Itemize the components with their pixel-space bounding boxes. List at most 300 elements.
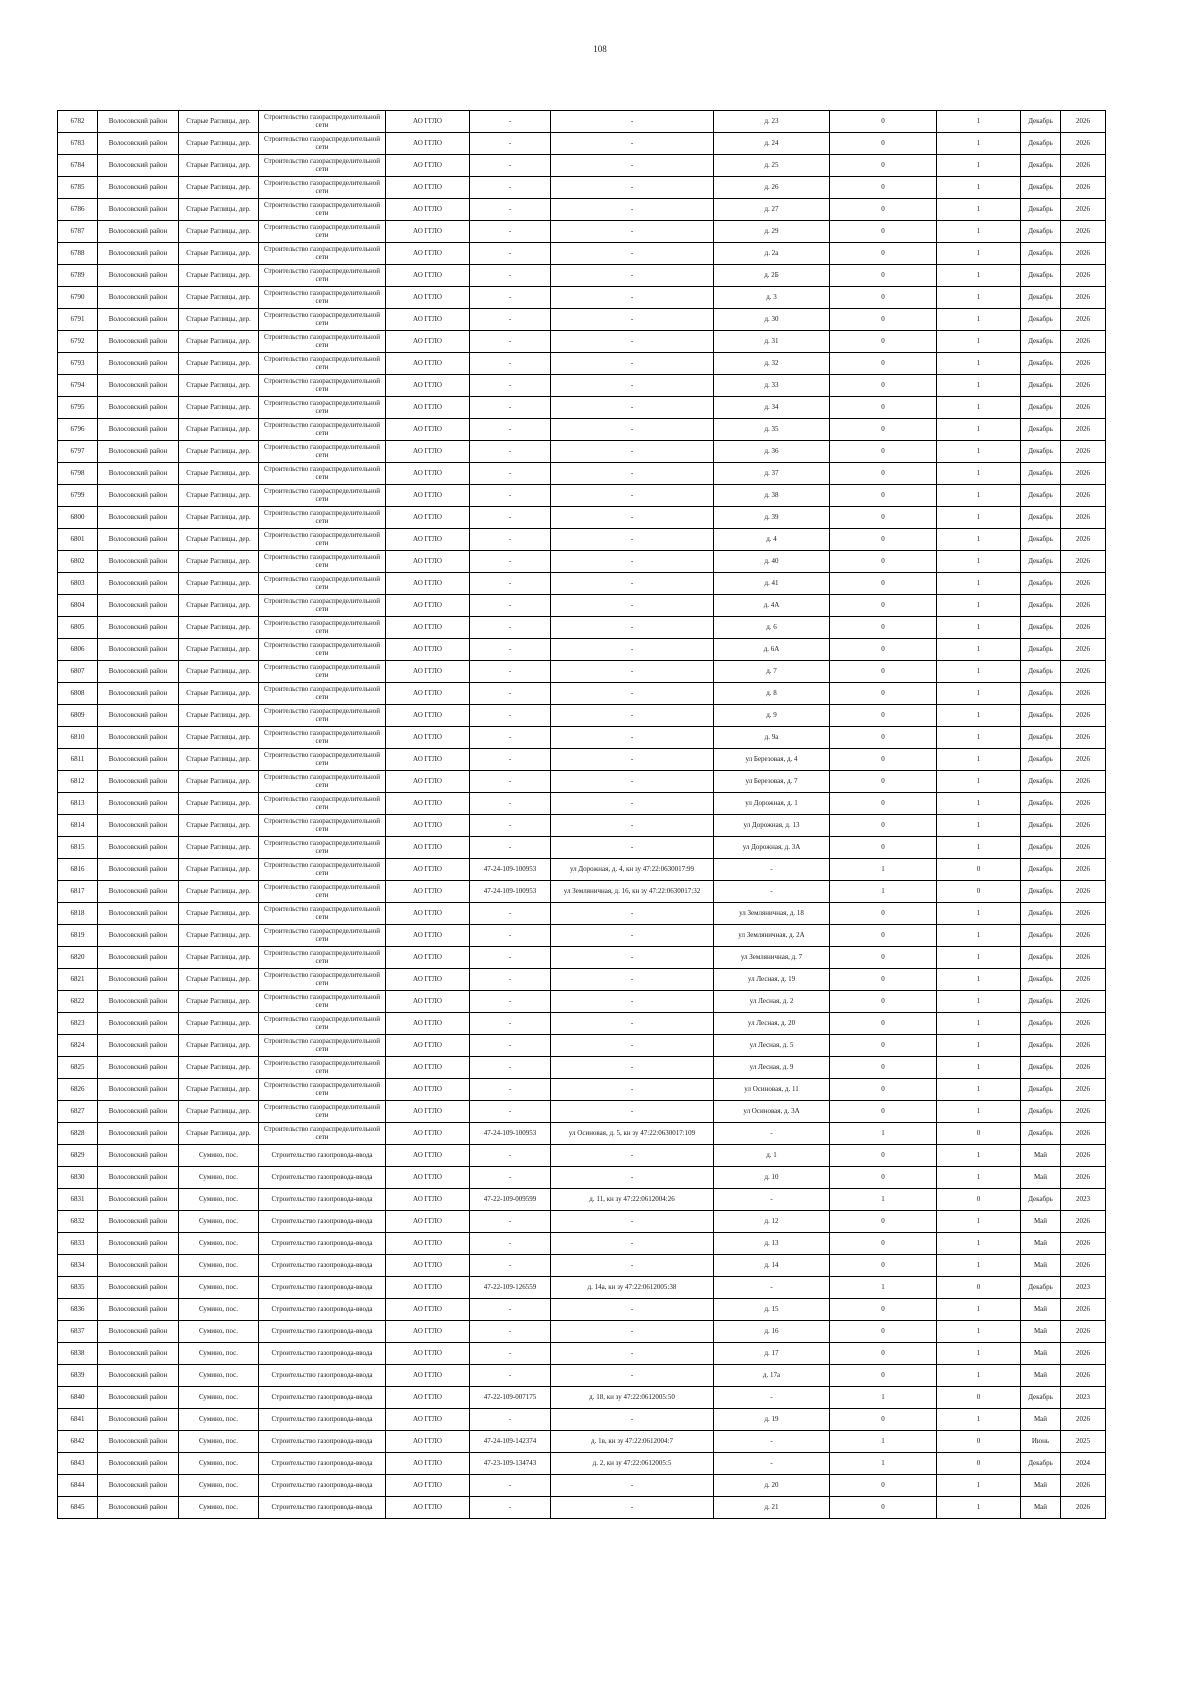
row-number-cell: 6818	[58, 903, 98, 925]
row-number-cell: 6808	[58, 683, 98, 705]
year-cell: 2026	[1061, 991, 1106, 1013]
row-number-cell: 6825	[58, 1057, 98, 1079]
house-address-cell: д. 20	[714, 1475, 830, 1497]
settlement-cell: Старые Раглицы, дер.	[179, 639, 259, 661]
year-cell: 2026	[1061, 1233, 1106, 1255]
organization-cell: АО ГГЛО	[386, 1123, 470, 1145]
year-cell: 2026	[1061, 1101, 1106, 1123]
value-a-cell: 1	[830, 1189, 937, 1211]
organization-cell: АО ГГЛО	[386, 441, 470, 463]
application-number-cell: -	[470, 463, 551, 485]
organization-cell: АО ГГЛО	[386, 771, 470, 793]
year-cell: 2026	[1061, 221, 1106, 243]
value-b-cell: 1	[937, 1079, 1021, 1101]
cadastral-address-cell: -	[551, 1255, 714, 1277]
value-a-cell: 0	[830, 837, 937, 859]
work-type-cell: Строительство газораспределительной сети	[259, 573, 386, 595]
value-b-cell: 1	[937, 1101, 1021, 1123]
value-a-cell: 0	[830, 771, 937, 793]
application-number-cell: -	[470, 727, 551, 749]
organization-cell: АО ГГЛО	[386, 903, 470, 925]
organization-cell: АО ГГЛО	[386, 419, 470, 441]
organization-cell: АО ГГЛО	[386, 463, 470, 485]
month-cell: Май	[1021, 1145, 1061, 1167]
value-b-cell: 1	[937, 1497, 1021, 1519]
work-type-cell: Строительство газораспределительной сети	[259, 1123, 386, 1145]
cadastral-address-cell: -	[551, 463, 714, 485]
table-row	[58, 1167, 1106, 1189]
year-cell: 2026	[1061, 1123, 1106, 1145]
settlement-cell: Сумино, пос.	[179, 1167, 259, 1189]
row-number-cell: 6830	[58, 1167, 98, 1189]
application-number-cell: -	[470, 331, 551, 353]
cadastral-address-cell: ул Земляничная, д. 16, кн зу 47:22:0630017:32	[551, 881, 714, 903]
row-number-cell: 6802	[58, 551, 98, 573]
cadastral-address-cell: -	[551, 1299, 714, 1321]
value-a-cell: 0	[830, 815, 937, 837]
value-a-cell: 0	[830, 111, 937, 133]
application-number-cell: -	[470, 683, 551, 705]
value-a-cell: 0	[830, 1079, 937, 1101]
row-number-cell: 6786	[58, 199, 98, 221]
district-cell: Волосовский район	[98, 375, 179, 397]
value-b-cell: 1	[937, 903, 1021, 925]
value-b-cell: 1	[937, 991, 1021, 1013]
table-row	[58, 881, 1106, 903]
row-number-cell: 6796	[58, 419, 98, 441]
work-type-cell: Строительство газораспределительной сети	[259, 243, 386, 265]
house-address-cell: ул Березовая, д. 7	[714, 771, 830, 793]
house-address-cell: ул Дорожная, д. 1	[714, 793, 830, 815]
table-row	[58, 441, 1106, 463]
month-cell: Декабрь	[1021, 727, 1061, 749]
district-cell: Волосовский район	[98, 1365, 179, 1387]
row-number-cell: 6819	[58, 925, 98, 947]
table-row	[58, 595, 1106, 617]
year-cell: 2026	[1061, 1211, 1106, 1233]
application-number-cell: -	[470, 1057, 551, 1079]
settlement-cell: Старые Раглицы, дер.	[179, 221, 259, 243]
row-number-cell: 6782	[58, 111, 98, 133]
organization-cell: АО ГГЛО	[386, 529, 470, 551]
table-row	[58, 1255, 1106, 1277]
work-type-cell: Строительство газораспределительной сети	[259, 133, 386, 155]
table-row	[58, 771, 1106, 793]
year-cell: 2026	[1061, 683, 1106, 705]
organization-cell: АО ГГЛО	[386, 1211, 470, 1233]
row-number-cell: 6833	[58, 1233, 98, 1255]
organization-cell: АО ГГЛО	[386, 727, 470, 749]
organization-cell: АО ГГЛО	[386, 749, 470, 771]
value-a-cell: 0	[830, 617, 937, 639]
work-type-cell: Строительство газораспределительной сети	[259, 507, 386, 529]
table-row	[58, 947, 1106, 969]
year-cell: 2026	[1061, 1343, 1106, 1365]
value-a-cell: 0	[830, 353, 937, 375]
value-b-cell: 1	[937, 1057, 1021, 1079]
settlement-cell: Старые Раглицы, дер.	[179, 375, 259, 397]
application-number-cell: -	[470, 617, 551, 639]
value-a-cell: 0	[830, 287, 937, 309]
value-a-cell: 0	[830, 1497, 937, 1519]
value-b-cell: 1	[937, 1233, 1021, 1255]
cadastral-address-cell: -	[551, 1145, 714, 1167]
table-row	[58, 529, 1106, 551]
table-row	[58, 1277, 1106, 1299]
organization-cell: АО ГГЛО	[386, 661, 470, 683]
month-cell: Декабрь	[1021, 881, 1061, 903]
house-address-cell: д. 13	[714, 1233, 830, 1255]
district-cell: Волосовский район	[98, 617, 179, 639]
value-a-cell: 0	[830, 155, 937, 177]
house-address-cell: д. 15	[714, 1299, 830, 1321]
settlement-cell: Старые Раглицы, дер.	[179, 331, 259, 353]
settlement-cell: Старые Раглицы, дер.	[179, 793, 259, 815]
organization-cell: АО ГГЛО	[386, 485, 470, 507]
table-row	[58, 749, 1106, 771]
application-number-cell: -	[470, 133, 551, 155]
house-address-cell: ул Березовая, д. 4	[714, 749, 830, 771]
application-number-cell: -	[470, 837, 551, 859]
organization-cell: АО ГГЛО	[386, 1343, 470, 1365]
organization-cell: АО ГГЛО	[386, 265, 470, 287]
work-type-cell: Строительство газораспределительной сети	[259, 903, 386, 925]
organization-cell: АО ГГЛО	[386, 881, 470, 903]
house-address-cell: д. 30	[714, 309, 830, 331]
row-number-cell: 6837	[58, 1321, 98, 1343]
row-number-cell: 6832	[58, 1211, 98, 1233]
district-cell: Волосовский район	[98, 1035, 179, 1057]
year-cell: 2026	[1061, 859, 1106, 881]
table-row	[58, 287, 1106, 309]
cadastral-address-cell: -	[551, 507, 714, 529]
application-number-cell: -	[470, 507, 551, 529]
organization-cell: АО ГГЛО	[386, 1255, 470, 1277]
cadastral-address-cell: д. 2, кн зу 47:22:0612005:5	[551, 1453, 714, 1475]
value-b-cell: 1	[937, 595, 1021, 617]
application-number-cell: -	[470, 1035, 551, 1057]
value-a-cell: 0	[830, 309, 937, 331]
year-cell: 2026	[1061, 837, 1106, 859]
organization-cell: АО ГГЛО	[386, 1321, 470, 1343]
district-cell: Волосовский район	[98, 947, 179, 969]
month-cell: Май	[1021, 1475, 1061, 1497]
value-b-cell: 0	[937, 1387, 1021, 1409]
application-number-cell: 47-23-109-134743	[470, 1453, 551, 1475]
value-b-cell: 1	[937, 529, 1021, 551]
value-b-cell: 0	[937, 881, 1021, 903]
settlement-cell: Старые Раглицы, дер.	[179, 485, 259, 507]
value-a-cell: 0	[830, 177, 937, 199]
value-a-cell: 1	[830, 1387, 937, 1409]
row-number-cell: 6831	[58, 1189, 98, 1211]
settlement-cell: Старые Раглицы, дер.	[179, 837, 259, 859]
table-row	[58, 661, 1106, 683]
work-type-cell: Строительство газораспределительной сети	[259, 969, 386, 991]
row-number-cell: 6826	[58, 1079, 98, 1101]
table-row	[58, 265, 1106, 287]
year-cell: 2026	[1061, 1409, 1106, 1431]
application-number-cell: -	[470, 1013, 551, 1035]
settlement-cell: Сумино, пос.	[179, 1277, 259, 1299]
table-row	[58, 353, 1106, 375]
district-cell: Волосовский район	[98, 639, 179, 661]
application-number-cell: -	[470, 1321, 551, 1343]
organization-cell: АО ГГЛО	[386, 1431, 470, 1453]
month-cell: Декабрь	[1021, 683, 1061, 705]
district-cell: Волосовский район	[98, 133, 179, 155]
row-number-cell: 6827	[58, 1101, 98, 1123]
settlement-cell: Старые Раглицы, дер.	[179, 925, 259, 947]
value-b-cell: 1	[937, 111, 1021, 133]
house-address-cell: ул Лесная, д. 2	[714, 991, 830, 1013]
year-cell: 2026	[1061, 881, 1106, 903]
year-cell: 2023	[1061, 1277, 1106, 1299]
value-b-cell: 1	[937, 1255, 1021, 1277]
month-cell: Декабрь	[1021, 815, 1061, 837]
house-address-cell: д. 27	[714, 199, 830, 221]
table-row	[58, 1409, 1106, 1431]
value-b-cell: 1	[937, 749, 1021, 771]
value-b-cell: 1	[937, 221, 1021, 243]
value-a-cell: 0	[830, 1365, 937, 1387]
year-cell: 2026	[1061, 727, 1106, 749]
settlement-cell: Сумино, пос.	[179, 1365, 259, 1387]
house-address-cell: д. 14	[714, 1255, 830, 1277]
month-cell: Декабрь	[1021, 485, 1061, 507]
settlement-cell: Старые Раглицы, дер.	[179, 155, 259, 177]
organization-cell: АО ГГЛО	[386, 1233, 470, 1255]
application-number-cell: -	[470, 485, 551, 507]
row-number-cell: 6805	[58, 617, 98, 639]
cadastral-address-cell: -	[551, 221, 714, 243]
value-a-cell: 0	[830, 705, 937, 727]
cadastral-address-cell: -	[551, 419, 714, 441]
application-number-cell: 47-24-109-100953	[470, 881, 551, 903]
year-cell: 2026	[1061, 705, 1106, 727]
organization-cell: АО ГГЛО	[386, 1475, 470, 1497]
month-cell: Декабрь	[1021, 771, 1061, 793]
work-type-cell: Строительство газораспределительной сети	[259, 1079, 386, 1101]
year-cell: 2026	[1061, 155, 1106, 177]
table-row	[58, 375, 1106, 397]
year-cell: 2026	[1061, 265, 1106, 287]
work-type-cell: Строительство газопровода-ввода	[259, 1189, 386, 1211]
value-b-cell: 1	[937, 1299, 1021, 1321]
row-number-cell: 6793	[58, 353, 98, 375]
value-a-cell: 0	[830, 1211, 937, 1233]
work-type-cell: Строительство газопровода-ввода	[259, 1453, 386, 1475]
month-cell: Декабрь	[1021, 969, 1061, 991]
organization-cell: АО ГГЛО	[386, 1189, 470, 1211]
cadastral-address-cell: -	[551, 133, 714, 155]
cadastral-address-cell: ул Дорожная, д. 4, кн зу 47:22:0630017:99	[551, 859, 714, 881]
month-cell: Декабрь	[1021, 1079, 1061, 1101]
table-row	[58, 1057, 1106, 1079]
house-address-cell: д. 34	[714, 397, 830, 419]
row-number-cell: 6787	[58, 221, 98, 243]
value-a-cell: 0	[830, 1013, 937, 1035]
cadastral-address-cell: -	[551, 639, 714, 661]
row-number-cell: 6813	[58, 793, 98, 815]
work-type-cell: Строительство газораспределительной сети	[259, 595, 386, 617]
settlement-cell: Сумино, пос.	[179, 1321, 259, 1343]
value-a-cell: 1	[830, 859, 937, 881]
month-cell: Декабрь	[1021, 595, 1061, 617]
settlement-cell: Старые Раглицы, дер.	[179, 441, 259, 463]
value-b-cell: 1	[937, 771, 1021, 793]
organization-cell: АО ГГЛО	[386, 309, 470, 331]
district-cell: Волосовский район	[98, 1453, 179, 1475]
application-number-cell: -	[470, 1475, 551, 1497]
value-a-cell: 0	[830, 1321, 937, 1343]
work-type-cell: Строительство газораспределительной сети	[259, 353, 386, 375]
application-number-cell: -	[470, 397, 551, 419]
value-b-cell: 1	[937, 287, 1021, 309]
month-cell: Декабрь	[1021, 903, 1061, 925]
house-address-cell: д. 31	[714, 331, 830, 353]
cadastral-address-cell: -	[551, 287, 714, 309]
value-b-cell: 1	[937, 727, 1021, 749]
value-a-cell: 0	[830, 419, 937, 441]
settlement-cell: Сумино, пос.	[179, 1211, 259, 1233]
row-number-cell: 6823	[58, 1013, 98, 1035]
district-cell: Волосовский район	[98, 1255, 179, 1277]
district-cell: Волосовский район	[98, 1475, 179, 1497]
house-address-cell: ул Лесная, д. 9	[714, 1057, 830, 1079]
value-a-cell: 0	[830, 683, 937, 705]
cadastral-address-cell: -	[551, 485, 714, 507]
cadastral-address-cell: -	[551, 573, 714, 595]
application-number-cell: -	[470, 1101, 551, 1123]
row-number-cell: 6842	[58, 1431, 98, 1453]
organization-cell: АО ГГЛО	[386, 1409, 470, 1431]
cadastral-address-cell: -	[551, 947, 714, 969]
value-a-cell: 0	[830, 1167, 937, 1189]
organization-cell: АО ГГЛО	[386, 815, 470, 837]
value-a-cell: 0	[830, 1233, 937, 1255]
application-number-cell: -	[470, 551, 551, 573]
value-a-cell: 0	[830, 133, 937, 155]
row-number-cell: 6797	[58, 441, 98, 463]
row-number-cell: 6803	[58, 573, 98, 595]
settlement-cell: Старые Раглицы, дер.	[179, 111, 259, 133]
application-number-cell: -	[470, 925, 551, 947]
house-address-cell: ул Лесная, д. 5	[714, 1035, 830, 1057]
year-cell: 2026	[1061, 331, 1106, 353]
year-cell: 2026	[1061, 1365, 1106, 1387]
value-b-cell: 0	[937, 1453, 1021, 1475]
table-row	[58, 155, 1106, 177]
application-number-cell: -	[470, 529, 551, 551]
application-number-cell: -	[470, 1211, 551, 1233]
value-b-cell: 1	[937, 463, 1021, 485]
settlement-cell: Старые Раглицы, дер.	[179, 661, 259, 683]
work-type-cell: Строительство газораспределительной сети	[259, 1035, 386, 1057]
cadastral-address-cell: -	[551, 199, 714, 221]
value-a-cell: 1	[830, 881, 937, 903]
table-row	[58, 1123, 1106, 1145]
organization-cell: АО ГГЛО	[386, 1387, 470, 1409]
table-row	[58, 1211, 1106, 1233]
row-number-cell: 6812	[58, 771, 98, 793]
month-cell: Декабрь	[1021, 551, 1061, 573]
settlement-cell: Сумино, пос.	[179, 1453, 259, 1475]
house-address-cell: д. 19	[714, 1409, 830, 1431]
row-number-cell: 6838	[58, 1343, 98, 1365]
value-b-cell: 1	[937, 837, 1021, 859]
district-cell: Волосовский район	[98, 243, 179, 265]
cadastral-address-cell: -	[551, 683, 714, 705]
house-address-cell: д. 6А	[714, 639, 830, 661]
month-cell: Декабрь	[1021, 397, 1061, 419]
work-type-cell: Строительство газораспределительной сети	[259, 177, 386, 199]
district-cell: Волосовский район	[98, 463, 179, 485]
table-row	[58, 331, 1106, 353]
application-number-cell: -	[470, 903, 551, 925]
value-a-cell: 0	[830, 727, 937, 749]
value-b-cell: 1	[937, 419, 1021, 441]
table-row	[58, 639, 1106, 661]
application-number-cell: -	[470, 265, 551, 287]
cadastral-address-cell: -	[551, 551, 714, 573]
year-cell: 2023	[1061, 1189, 1106, 1211]
cadastral-address-cell: -	[551, 617, 714, 639]
house-address-cell: д. 25	[714, 155, 830, 177]
house-address-cell: д. 33	[714, 375, 830, 397]
house-address-cell: -	[714, 1453, 830, 1475]
year-cell: 2026	[1061, 375, 1106, 397]
district-cell: Волосовский район	[98, 353, 179, 375]
application-number-cell: -	[470, 1497, 551, 1519]
work-type-cell: Строительство газопровода-ввода	[259, 1321, 386, 1343]
row-number-cell: 6801	[58, 529, 98, 551]
settlement-cell: Сумино, пос.	[179, 1387, 259, 1409]
cadastral-address-cell: д. 11, кн зу 47:22:0612004:26	[551, 1189, 714, 1211]
value-b-cell: 1	[937, 617, 1021, 639]
row-number-cell: 6829	[58, 1145, 98, 1167]
year-cell: 2026	[1061, 1167, 1106, 1189]
work-type-cell: Строительство газораспределительной сети	[259, 727, 386, 749]
month-cell: Май	[1021, 1365, 1061, 1387]
district-cell: Волосовский район	[98, 793, 179, 815]
district-cell: Волосовский район	[98, 441, 179, 463]
district-cell: Волосовский район	[98, 1387, 179, 1409]
value-a-cell: 0	[830, 1255, 937, 1277]
row-number-cell: 6824	[58, 1035, 98, 1057]
organization-cell: АО ГГЛО	[386, 353, 470, 375]
house-address-cell: д. 21	[714, 1497, 830, 1519]
value-b-cell: 1	[937, 1475, 1021, 1497]
house-address-cell: д. 6	[714, 617, 830, 639]
month-cell: Декабрь	[1021, 837, 1061, 859]
table-row	[58, 1321, 1106, 1343]
house-address-cell: д. 10	[714, 1167, 830, 1189]
house-address-cell: ул Земляничная, д. 7	[714, 947, 830, 969]
organization-cell: АО ГГЛО	[386, 617, 470, 639]
settlement-cell: Сумино, пос.	[179, 1475, 259, 1497]
table-row	[58, 925, 1106, 947]
table-row	[58, 1475, 1106, 1497]
house-address-cell: д. 41	[714, 573, 830, 595]
month-cell: Декабрь	[1021, 331, 1061, 353]
value-b-cell: 1	[937, 661, 1021, 683]
house-address-cell: д. 23	[714, 111, 830, 133]
organization-cell: АО ГГЛО	[386, 111, 470, 133]
organization-cell: АО ГГЛО	[386, 1079, 470, 1101]
year-cell: 2026	[1061, 815, 1106, 837]
year-cell: 2026	[1061, 111, 1106, 133]
